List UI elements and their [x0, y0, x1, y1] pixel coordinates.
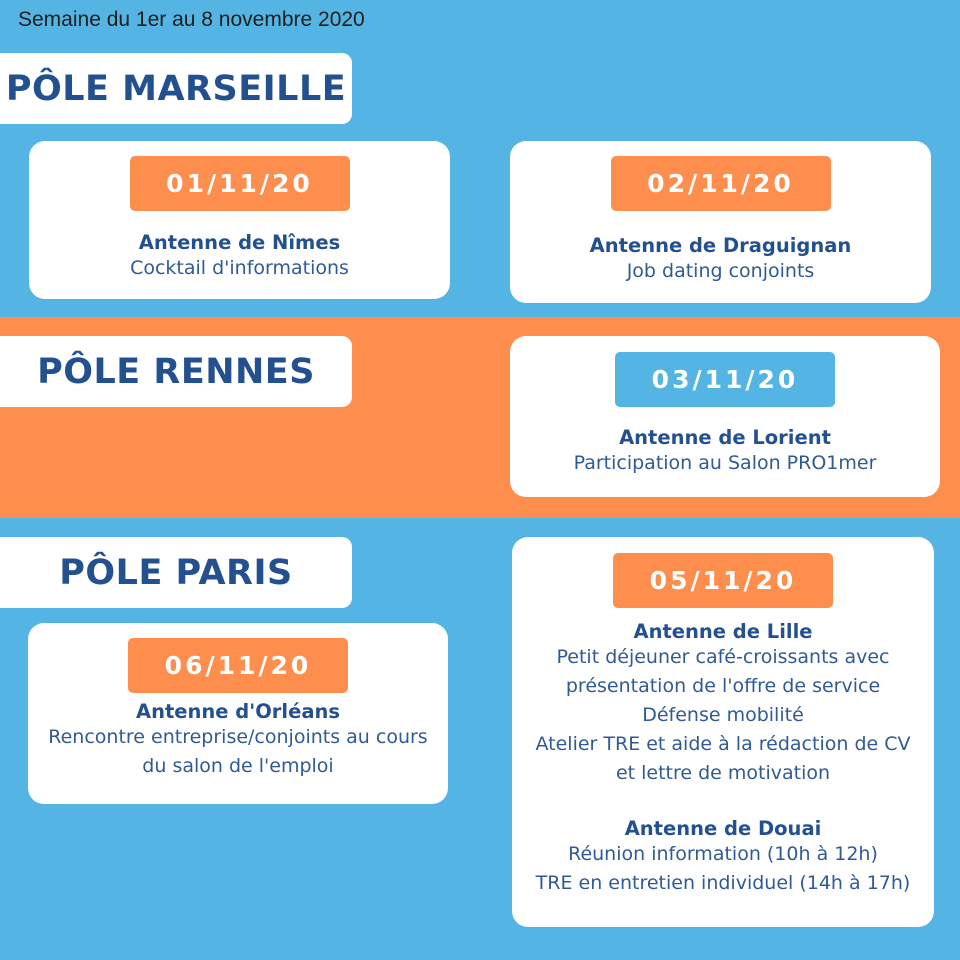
antenne-name: Antenne de Lille	[633, 620, 813, 643]
event-date: 05/11/20	[613, 553, 833, 608]
event-card-nimes	[29, 141, 450, 299]
event-description: présentation de l'offre de service	[565, 675, 881, 697]
antenne-name: Antenne de Douai	[624, 817, 822, 840]
event-date: 06/11/20	[128, 638, 348, 693]
event-description: Réunion information (10h à 12h)	[568, 843, 878, 865]
event-description: Rencontre entreprise/conjoints au cours	[48, 726, 428, 748]
pole-paris-title: PÔLE PARIS	[0, 537, 352, 608]
pole-marseille-title: PÔLE MARSEILLE	[0, 53, 352, 124]
event-date: 02/11/20	[611, 156, 831, 211]
antenne-name: Antenne d'Orléans	[136, 700, 340, 723]
event-card-lille-douai	[512, 537, 934, 927]
event-description: Défense mobilité	[642, 704, 804, 726]
event-date: 03/11/20	[615, 352, 835, 407]
event-description: Participation au Salon PRO1mer	[573, 452, 877, 474]
week-header: Semaine du 1er au 8 novembre 2020	[18, 8, 365, 31]
antenne-name: Antenne de Draguignan	[589, 234, 852, 257]
event-description: Job dating conjoints	[626, 260, 815, 282]
antenne-name: Antenne de Nîmes	[138, 231, 341, 254]
event-description: du salon de l'emploi	[142, 755, 334, 777]
pole-rennes-title: PÔLE RENNES	[0, 336, 352, 407]
event-card-draguignan	[510, 141, 931, 303]
event-date: 01/11/20	[130, 156, 350, 211]
event-description: Atelier TRE et aide à la rédaction de CV	[535, 733, 911, 755]
event-description: Cocktail d'informations	[130, 257, 349, 279]
event-description: Petit déjeuner café-croissants avec	[556, 646, 890, 668]
event-description: et lettre de motivation	[615, 762, 831, 784]
event-card-lorient	[510, 336, 940, 497]
antenne-name: Antenne de Lorient	[619, 426, 831, 449]
event-description: TRE en entretien individuel (14h à 17h)	[535, 872, 911, 894]
event-card-orleans	[28, 623, 448, 804]
